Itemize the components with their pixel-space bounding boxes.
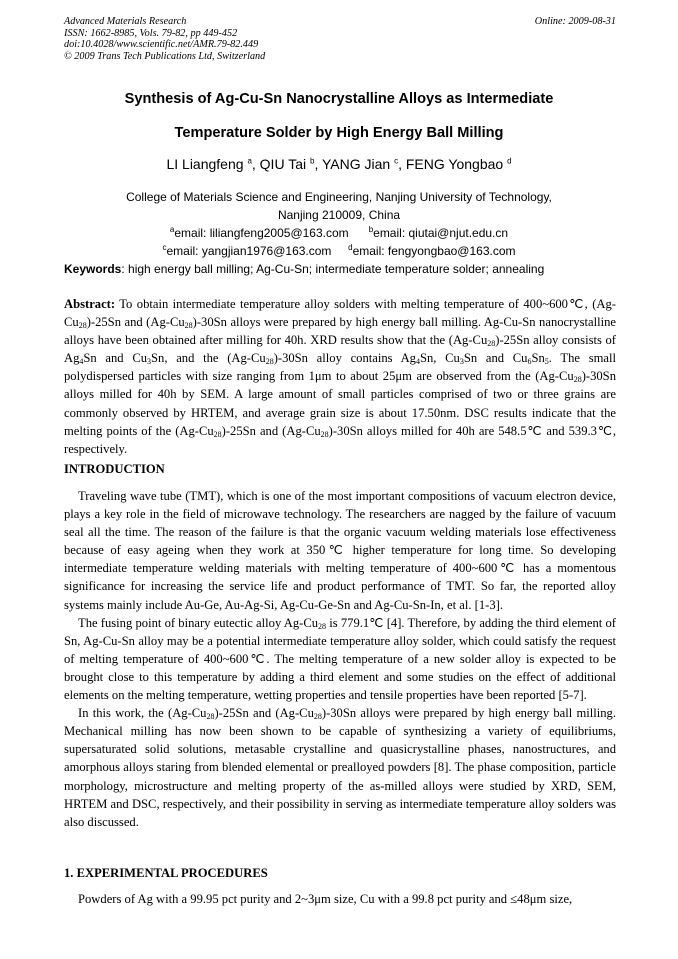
copyright-line: © 2009 Trans Tech Publications Ltd, Switzerland <box>64 50 266 62</box>
affiliation-line-1: College of Materials Science and Engineering, Nanjing University of Technology, <box>126 190 552 204</box>
abstract-label: Abstract: <box>64 297 116 311</box>
keywords <box>64 262 616 276</box>
paragraph: The fusing point of binary eutectic alloy $Ag-Cu_{28}$ is 779.1℃ [4]. Therefore, by adding the third element of Sn, Ag-Cu-Sn alloy may be a potential intermediate temperature alloy solder, which could satisfy the request of melting temperature of 400~600℃. The melting temperature of a new solder alloy is expected to be brought close to this temperature by adding a third element and some studies on the effect of additional elements on the melting temperature, wetting properties and tensile properties have been reported [5-7]. <box>64 615 616 703</box>
affiliation <box>40 188 638 260</box>
paper-title-line-1: Synthesis of Ag-Cu-Sn Nanocrystalline Alloys as Intermediate <box>124 91 554 107</box>
abstract <box>64 295 616 458</box>
email-row-2 <box>40 242 638 260</box>
paragraph: Traveling wave tube (TMT), which is one of the most important compositions of vacuum electron device, plays a key role in the field of microwave technology. The researchers are nagged by the failure of vacuum seal all the time. The reason of the failure is that the organic vacuum welding materials lose effectiveness because of easy ageing when they work at 350℃ higher temperature for long time. So developing intermediate temperature welding materials with melting temperature of 400~600℃ has a momentous significance for increasing the service life and product performance of TMT. So far, the reported alloy systems mainly include Au-Ge, Au-Ag-Si, Ag-Cu-Ge-Sn and Ag-Cu-Sn-In, et al. [1-3]. <box>64 489 616 612</box>
email-row-1 <box>40 224 638 242</box>
author: YANG Jian $^c$, <box>321 156 406 172</box>
author: FENG Yongbao $^d$ <box>405 156 512 172</box>
email-b: $^b$email: qiutai@njut.edu.cn <box>368 225 509 240</box>
author-list <box>40 156 638 172</box>
email-a: $^a$email: liliangfeng2005@163.com <box>169 225 349 240</box>
abstract-text: To obtain intermediate temperature alloy solders with melting temperature of 400~600℃, $(Ag-Cu_{28})-25Sn$ and $(Ag-Cu_{28})-30Sn$ alloys were prepared by high energy ball milling. Ag-Cu-Sn nanocrystalline alloys have been obtained after milling for 40h. XRD results show that the $(Ag-Cu_{28})-25Sn$ alloy consists of $Ag_4Sn$ and $Cu_3Sn$, and the $(Ag-Cu_{28})-30Sn$ alloy contains $Ag_4Sn$, $Cu_3Sn$ and $Cu_6Sn_5$. The small polydispersed particles with size ranging from 1μm to about 25μm are observed from the $(Ag-Cu_{28})-30Sn$ alloys milled for 40h by SEM. A large amount of small particles comprised of two or three grains are commonly observed by HRTEM, and average grain size is about 17.50nm. DSC results indicate that the melting points of the $(Ag-Cu_{28})-25Sn$ and $(Ag-Cu_{28})-30Sn$ alloys milled for 40h are 548.5℃ and 539.3℃, respectively. <box>64 297 616 456</box>
keywords-text: : high energy ball milling; Ag-Cu-Sn; intermediate temperature solder; annealing <box>121 262 545 276</box>
journal-name: Advanced Materials Research <box>64 16 187 27</box>
introduction-body <box>64 487 616 831</box>
doi-line: doi:10.4028/www.scientific.net/AMR.79-82.449 <box>64 39 259 50</box>
experimental-body <box>64 890 616 908</box>
online-date: Online: 2009-08-31 <box>534 16 616 27</box>
author: LI Liangfeng $^a$, <box>166 156 260 172</box>
paragraph: In this work, the $(Ag-Cu_{28})-25Sn$ and $(Ag-Cu_{28})-30Sn$ alloys were prepared by high energy ball milling. Mechanical milling has now been shown to be capable of synthesizing a variety of equilibriums, supersaturated solid solutions, metasable crystalline and quasicrystalline phases, nanostructures, and amorphous alloys staring from blended elemental or prealloyed powders [8]. The phase composition, particle morphology, microstructure and melting property of the as-milled alloys were studied by XRD, SEM, HRTEM and DSC, respectively, and their possibility in serving as intermediate temperature alloy solders was also discussed. <box>64 706 616 829</box>
section-heading-introduction: INTRODUCTION <box>64 462 165 476</box>
affiliation-line-2: Nanjing 210009, China <box>277 208 401 222</box>
paper-title-line-2: Temperature Solder by High Energy Ball Milling <box>174 125 504 141</box>
email-d: $^d$email: fengyongbao@163.com <box>348 243 516 258</box>
email-c: $^c$email: yangjian1976@163.com <box>162 243 332 258</box>
keywords-label: Keywords <box>64 262 122 276</box>
running-header <box>64 16 616 62</box>
section-heading-experimental: 1. EXPERIMENTAL PROCEDURES <box>64 866 268 880</box>
author: QIU Tai $^b$, <box>259 156 322 172</box>
paragraph: Powders of Ag with a 99.95 pct purity and 2~3μm size, Cu with a 99.8 pct purity and ≤48μm size, <box>78 892 573 906</box>
issn-line: ISSN: 1662-8985, Vols. 79-82, pp 449-452 <box>64 27 238 39</box>
